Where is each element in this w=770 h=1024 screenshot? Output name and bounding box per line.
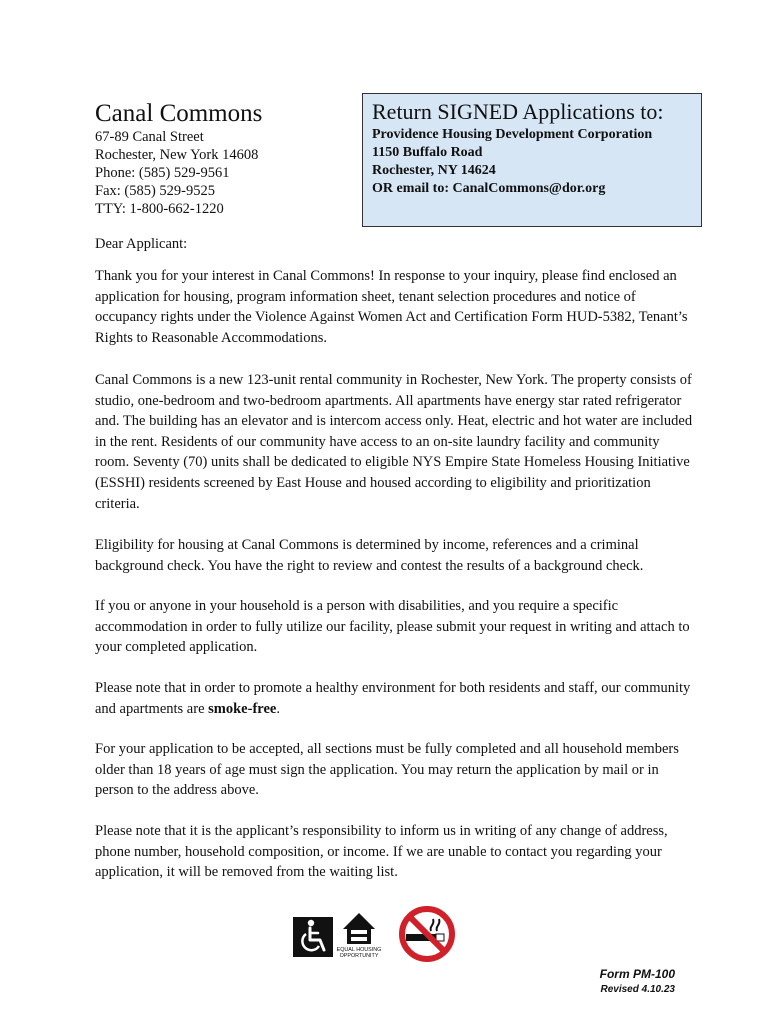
address-fax: Fax: (585) 529-9525 xyxy=(95,183,216,199)
no-smoking-icon xyxy=(402,909,452,959)
eho-text-2: OPPORTUNITY xyxy=(339,953,379,959)
logo-strip xyxy=(293,904,463,964)
return-address xyxy=(372,126,652,198)
return-org: Providence Housing Development Corporation xyxy=(372,127,653,142)
wheelchair-accessibility-icon xyxy=(293,917,333,957)
address-city: Rochester, New York 14608 xyxy=(95,147,259,163)
address-street: 67-89 Canal Street xyxy=(95,129,204,145)
return-applications-box xyxy=(362,93,702,227)
paragraph-requirements: For your application to be accepted, all sections must be fully completed and all household members older than 18 years of age must sign the application. You may return the application by mail or in person to the address above. xyxy=(95,741,679,799)
return-street: 1150 Buffalo Road xyxy=(372,145,483,160)
smoke-free-bold: smoke-free xyxy=(208,700,277,717)
address-phone: Phone: (585) 529-9561 xyxy=(95,165,230,181)
address-tty: TTY: 1-800-662-1220 xyxy=(95,201,224,217)
compliance-logos xyxy=(293,904,463,964)
equal-housing-opportunity-icon xyxy=(337,913,382,959)
salutation: Dear Applicant: xyxy=(95,236,188,252)
return-title: Return SIGNED Applications to: xyxy=(372,99,664,124)
form-revision: Revised 4.10.23 xyxy=(600,984,675,995)
paragraph-intro: Thank you for your interest in Canal Commons! In response to your inquiry, please find enclosed an application for housing, program information sheet, tenant selection procedures and notice of occupancy rights under the Violence Against Women Act and Certification Form HUD-5382, Tenant’s Rights to Reasonable Accommodations. xyxy=(95,268,688,346)
form-code: Form PM-100 xyxy=(599,967,675,981)
smoke-free-period: . xyxy=(276,700,280,717)
eho-text-1: EQUAL HOUSING xyxy=(336,947,382,953)
org-name: Canal Commons xyxy=(95,100,263,127)
return-email: OR email to: CanalCommons@dor.org xyxy=(372,181,606,196)
return-city: Rochester, NY 14624 xyxy=(372,163,496,178)
org-address xyxy=(95,128,258,218)
paragraph-accommodation: If you or anyone in your household is a person with disabilities, and you require a specific accommodation in order to fully utilize our facility, please submit your request in writing and attach to your completed application. xyxy=(95,598,690,656)
smoke-free-text: Please note that in order to promote a healthy environment for both residents and staff, our community and apartments are xyxy=(95,680,691,717)
paragraph-property: Canal Commons is a new 123-unit rental community in Rochester, New York. The property consists of studio, one-bedroom and two-bedroom apartments. All apartments have energy star rated refrigerator and. The building has an elevator and is intercom access only. Heat, electric and hot water are included in the rent. Residents of our community have access to an on-site laundry facility and community room. Seventy (70) units shall be dedicated to eligible NYS Empire State Homeless Housing Initiative (ESSHI) residents screened by East House and housed according to eligibility and prioritization criteria. xyxy=(95,372,693,512)
paragraph-responsibility: Please note that it is the applicant’s responsibility to inform us in writing of any change of address, phone number, household composition, or income. If we are unable to contact you regarding your application, it will be removed from the waiting list. xyxy=(95,823,668,881)
form-identifier xyxy=(600,967,675,997)
paragraph-smoke-free xyxy=(95,678,695,719)
paragraph-eligibility: Eligibility for housing at Canal Commons is determined by income, references and a criminal background check. You have the right to review and contest the results of a background check. xyxy=(95,537,644,574)
